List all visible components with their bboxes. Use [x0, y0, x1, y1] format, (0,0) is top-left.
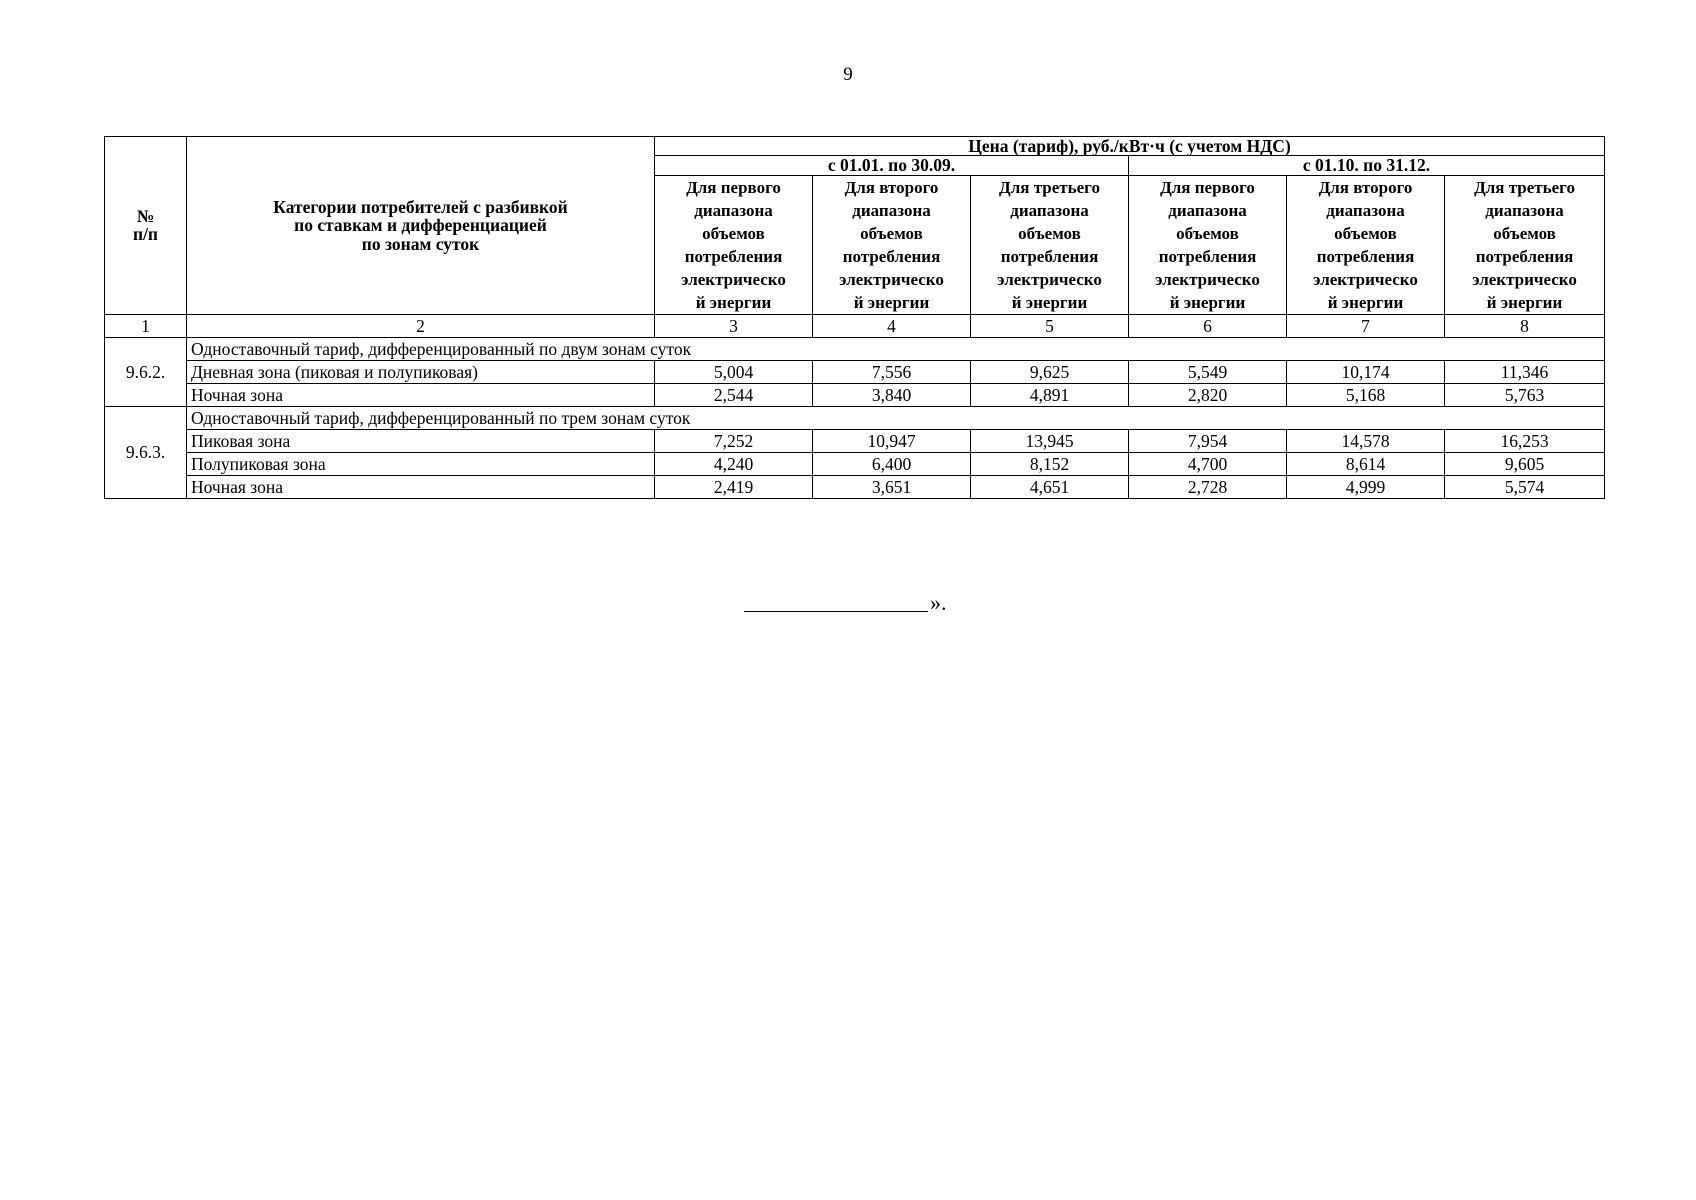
value-cell: 4,700 [1129, 452, 1287, 475]
value-cell: 9,625 [971, 360, 1129, 383]
row-label: Дневная зона (пиковая и полупиковая) [187, 360, 655, 383]
value-cell: 4,651 [971, 475, 1129, 498]
section-row [105, 337, 1605, 360]
header-period-1: с 01.01. по 30.09. [655, 156, 1129, 175]
value-cell: 7,252 [655, 429, 813, 452]
section-index: 9.6.3. [105, 406, 187, 498]
value-cell: 7,556 [813, 360, 971, 383]
value-cell: 4,891 [971, 383, 1129, 406]
header-range-3: Для третьего диапазона объемов потребления электрическо й энергии [971, 175, 1129, 314]
row-label: Пиковая зона [187, 429, 655, 452]
page-number: 9 [843, 64, 853, 85]
column-number: 8 [1445, 314, 1605, 337]
table-row [105, 429, 1605, 452]
header-range-6: Для третьего диапазона объемов потребления электрическо й энергии [1445, 175, 1605, 314]
value-cell: 13,945 [971, 429, 1129, 452]
column-number: 6 [1129, 314, 1287, 337]
value-cell: 4,999 [1287, 475, 1445, 498]
value-cell: 6,400 [813, 452, 971, 475]
value-cell: 14,578 [1287, 429, 1445, 452]
value-cell: 4,240 [655, 452, 813, 475]
value-cell: 8,152 [971, 452, 1129, 475]
value-cell: 10,174 [1287, 360, 1445, 383]
column-number-row [105, 314, 1605, 337]
column-number: 1 [105, 314, 187, 337]
section-title: Одноставочный тариф, дифференцированный по двум зонам суток [187, 337, 1605, 360]
value-cell: 8,614 [1287, 452, 1445, 475]
value-cell: 7,954 [1129, 429, 1287, 452]
value-cell: 2,544 [655, 383, 813, 406]
value-cell: 2,728 [1129, 475, 1287, 498]
value-cell: 3,840 [813, 383, 971, 406]
section-title: Одноставочный тариф, дифференцированный по трем зонам суток [187, 406, 1605, 429]
value-cell: 11,346 [1445, 360, 1605, 383]
header-period-2: с 01.10. по 31.12. [1129, 156, 1605, 175]
value-cell: 5,763 [1445, 383, 1605, 406]
table-row [105, 383, 1605, 406]
closing-mark [744, 590, 947, 616]
value-cell: 16,253 [1445, 429, 1605, 452]
header-price: Цена (тариф), руб./кВт·ч (с учетом НДС) [655, 137, 1605, 156]
signature-line [744, 611, 928, 612]
value-cell: 5,574 [1445, 475, 1605, 498]
header-category: Категории потребителей с разбивкой по ставкам и дифференциацией по зонам суток [187, 137, 655, 315]
column-number: 7 [1287, 314, 1445, 337]
header-range-5: Для второго диапазона объемов потребления электрическо й энергии [1287, 175, 1445, 314]
row-label: Ночная зона [187, 383, 655, 406]
row-label: Ночная зона [187, 475, 655, 498]
tariff-table [104, 136, 1605, 499]
header-range-4: Для первого диапазона объемов потребления электрическо й энергии [1129, 175, 1287, 314]
value-cell: 5,168 [1287, 383, 1445, 406]
value-cell: 10,947 [813, 429, 971, 452]
table-row [105, 360, 1605, 383]
column-number: 5 [971, 314, 1129, 337]
value-cell: 3,651 [813, 475, 971, 498]
value-cell: 5,004 [655, 360, 813, 383]
value-cell: 2,820 [1129, 383, 1287, 406]
table-row [105, 452, 1605, 475]
section-row [105, 406, 1605, 429]
header-range-2: Для второго диапазона объемов потребления электрическо й энергии [813, 175, 971, 314]
column-number: 4 [813, 314, 971, 337]
column-number: 3 [655, 314, 813, 337]
column-number: 2 [187, 314, 655, 337]
value-cell: 9,605 [1445, 452, 1605, 475]
closing-quote: ». [930, 590, 947, 615]
section-index: 9.6.2. [105, 337, 187, 406]
value-cell: 5,549 [1129, 360, 1287, 383]
value-cell: 2,419 [655, 475, 813, 498]
header-range-1: Для первого диапазона объемов потребления электрическо й энергии [655, 175, 813, 314]
row-label: Полупиковая зона [187, 452, 655, 475]
header-number: № п/п [105, 137, 187, 315]
table-row [105, 475, 1605, 498]
